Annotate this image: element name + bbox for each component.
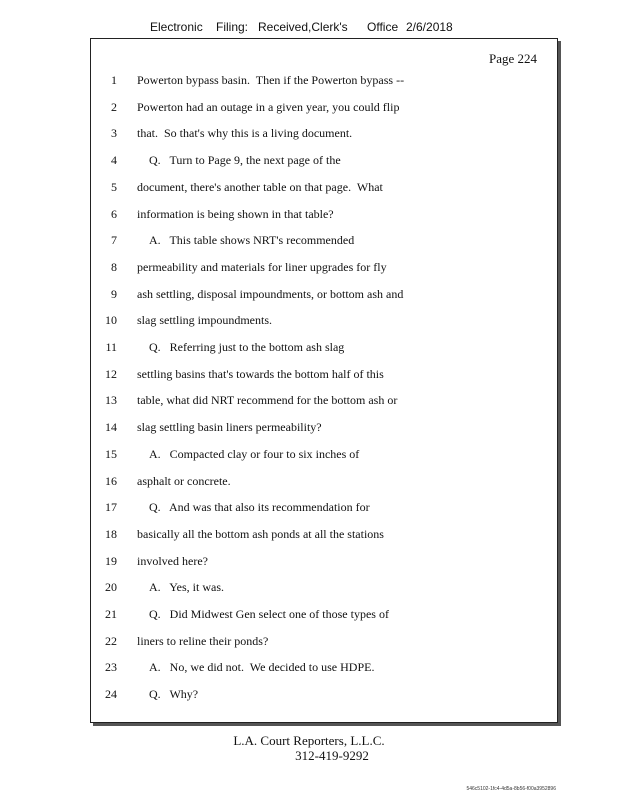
line-text: ash settling, disposal impoundments, or bottom ash and <box>137 286 404 301</box>
line-number: 24 <box>105 687 117 702</box>
filing-header <box>0 20 618 36</box>
transcript-line <box>91 313 557 333</box>
transcript-line <box>91 207 557 227</box>
header-received: Received,Clerk's <box>258 20 348 34</box>
line-number: 10 <box>105 313 117 328</box>
page-number: Page 224 <box>488 51 537 66</box>
transcript-line <box>91 393 557 413</box>
transcript-line <box>91 634 557 654</box>
line-text: information is being shown in that table? <box>137 206 334 221</box>
line-number: 2 <box>111 99 117 114</box>
line-text: Q. Did Midwest Gen select one of those types of <box>149 607 389 621</box>
line-text: Q. Why? <box>149 687 199 702</box>
line-number: 23 <box>105 660 117 675</box>
line-text: A. This table shows NRT's recommended <box>149 233 355 248</box>
transcript-line <box>91 474 557 494</box>
line-number: 3 <box>111 126 117 141</box>
line-number: 17 <box>105 500 117 515</box>
line-number: 19 <box>105 553 117 568</box>
line-text: slag settling basin liners permeability? <box>137 420 322 435</box>
transcript-line <box>91 607 557 627</box>
transcript-line <box>91 660 557 680</box>
line-text: that. So that's why this is a living document. <box>137 126 353 141</box>
reporter-company: L.A. Court Reporters, L.L.C. <box>233 733 385 748</box>
transcript-line <box>91 420 557 440</box>
line-text: slag settling impoundments. <box>137 313 272 328</box>
line-text: A. Compacted clay or four to six inches of <box>149 446 360 461</box>
document-id-stamp: 546c5102-1fc4-4d5a-8b56-f00a3952896 <box>466 786 556 792</box>
line-text: A. No, we did not. We decided to use HDPE. <box>149 660 375 675</box>
line-number: 13 <box>105 393 117 408</box>
line-text: basically all the bottom ash ponds at all the stations <box>137 526 384 541</box>
header-filing: Filing: <box>216 20 249 34</box>
line-number: 9 <box>111 286 117 301</box>
line-text: settling basins that's towards the bottom half of this <box>137 366 384 381</box>
transcript-line <box>91 233 557 253</box>
transcript-line <box>91 367 557 387</box>
transcript-line <box>91 687 557 707</box>
line-text: Q. Referring just to the bottom ash slag <box>149 340 345 354</box>
transcript-line <box>91 580 557 600</box>
header-office: Office <box>367 20 399 34</box>
line-text: involved here? <box>137 553 208 568</box>
line-number: 16 <box>105 473 117 488</box>
line-number: 7 <box>111 233 117 248</box>
line-text: Q. And was that also its recommendation for <box>149 500 370 515</box>
transcript-page <box>90 38 558 723</box>
transcript-line <box>91 554 557 574</box>
line-number: 4 <box>111 153 117 168</box>
transcript-line <box>91 100 557 120</box>
transcript-line <box>91 153 557 173</box>
transcript-line <box>91 527 557 547</box>
line-text: Powerton bypass basin. Then if the Powerton bypass -- <box>137 73 405 87</box>
line-text: A. Yes, it was. <box>149 580 225 595</box>
transcript-line <box>91 126 557 146</box>
line-number: 11 <box>105 340 117 354</box>
header-date: 2/6/2018 <box>406 20 453 34</box>
transcript-line <box>91 340 557 360</box>
transcript-line <box>91 500 557 520</box>
line-text: document, there's another table on that page. What <box>137 179 383 194</box>
line-number: 18 <box>105 526 117 541</box>
transcript-line <box>91 447 557 467</box>
line-number: 1 <box>111 73 117 87</box>
line-text: table, what did NRT recommend for the bottom ash or <box>137 393 398 408</box>
line-number: 21 <box>105 607 117 621</box>
line-number: 14 <box>105 420 117 435</box>
transcript-line <box>91 180 557 200</box>
line-text: Powerton had an outage in a given year, you could flip <box>137 99 400 114</box>
header-electronic: Electronic <box>150 20 203 34</box>
line-number: 5 <box>111 179 117 194</box>
transcript-line <box>91 73 557 93</box>
line-text: permeability and materials for liner upgrades for fly <box>137 259 387 274</box>
line-number: 22 <box>105 633 117 648</box>
line-number: 12 <box>105 366 117 381</box>
line-text: liners to reline their ponds? <box>137 633 269 648</box>
line-number: 8 <box>111 259 117 274</box>
transcript-line <box>91 260 557 280</box>
transcript-line <box>91 287 557 307</box>
reporter-phone: 312-419-9292 <box>295 748 369 763</box>
line-number: 6 <box>111 206 117 221</box>
line-number: 20 <box>105 580 117 595</box>
line-text: asphalt or concrete. <box>137 473 231 488</box>
line-number: 15 <box>105 446 117 461</box>
line-text: Q. Turn to Page 9, the next page of the <box>149 153 341 168</box>
reporter-footer <box>0 733 618 763</box>
